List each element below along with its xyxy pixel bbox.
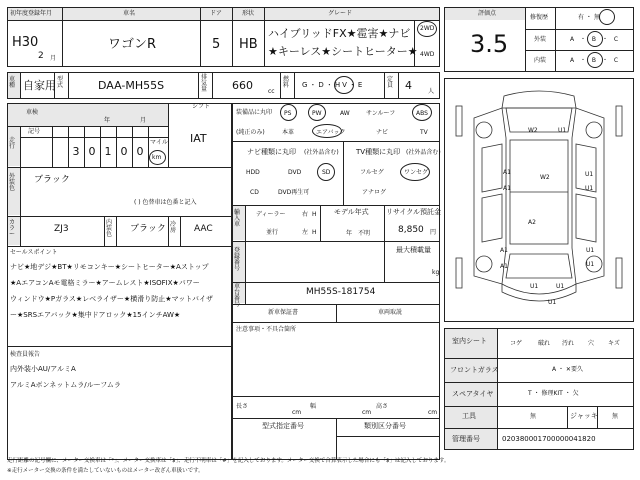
dim-width: 幅 xyxy=(310,403,317,410)
equip-airbag-circle xyxy=(312,124,342,138)
inspection-month: 月 xyxy=(140,117,147,124)
equip-navi: ナビ xyxy=(376,129,389,136)
color-value: ブラック xyxy=(34,175,70,185)
selling-point-line: ウィンドウ★Pガラス★レベライザー★横滑り防止★マットバイザ xyxy=(10,295,214,303)
equipment-sub: (純正のみ) xyxy=(236,129,265,136)
repair-none-circle xyxy=(599,9,615,25)
inspector-notes-label: 検査員報告 xyxy=(10,351,41,358)
diagram-mark: U1 xyxy=(585,171,594,178)
seat-label: 室内シート xyxy=(452,337,487,345)
car-diagram xyxy=(444,78,634,322)
name-label: 車名 xyxy=(123,10,136,17)
chassis-label: 車台番号 xyxy=(234,283,241,308)
mileage-digit: 3 xyxy=(72,145,80,158)
equip-airbag: エアバック xyxy=(316,129,346,136)
dim-width-unit: cm xyxy=(362,409,372,416)
inspection-year: 年 xyxy=(104,117,111,124)
vehicle-name: ワゴンR xyxy=(108,37,157,52)
score-label: 評価点 xyxy=(478,10,497,17)
inspector-note-line: アルミAボンネットムラ/ルーフムラ xyxy=(10,381,121,389)
diagram-mark: U1 xyxy=(558,127,567,134)
interior-color-label: 内装色 xyxy=(106,219,113,238)
import-right: 右 xyxy=(302,211,309,218)
jack-value: 無 xyxy=(612,413,619,420)
chassis-value: MH55S-181754 xyxy=(306,287,376,297)
shape-value: HB xyxy=(239,37,258,52)
seat-item: キズ xyxy=(608,340,620,347)
max-load-label: 最大積載量 xyxy=(396,246,431,254)
diagram-mark: U1 xyxy=(586,247,595,254)
import-dealer: ディーラー xyxy=(256,211,286,218)
navi-dvd: DVD xyxy=(288,169,302,176)
mileage-digit: 1 xyxy=(104,145,112,158)
recycle-value: 8,850 xyxy=(398,225,424,235)
selling-points-label: セールスポイント xyxy=(10,249,58,256)
shift-label: シフト xyxy=(192,103,211,110)
type-no-label: 型式指定番号 xyxy=(262,422,304,430)
interior-color: ブラック xyxy=(130,224,166,234)
mileage-unit-mile: マイル xyxy=(150,139,168,146)
navi-sd-circle xyxy=(317,163,335,181)
reg-month-unit: 月 xyxy=(50,55,57,62)
selling-point-line: ナビ★地デジ★BT★リモコンキー★シートヒーター★Aストップ xyxy=(10,263,209,271)
import-h-left: H xyxy=(312,229,317,236)
equip-pw-circle xyxy=(308,104,326,121)
manual: 車両取説 xyxy=(378,309,403,316)
navi-sub: (社外品含む) xyxy=(304,149,339,156)
drive-2wd-circle xyxy=(417,21,437,37)
inspector-note-line: 内外装小AU/アルミA xyxy=(10,365,76,373)
capacity-unit: 人 xyxy=(428,88,435,95)
seat-item: コゲ xyxy=(510,340,523,347)
selling-point-line: ★AエアコンAモ電格ミラー★アームレスト★ISOFIX★パワー xyxy=(10,279,200,287)
grade-line2: ★キーレス★シートヒーター★ xyxy=(268,45,418,58)
fuel-label: 燃料 xyxy=(283,76,290,89)
interior-value: A ・ B ・ C xyxy=(570,57,621,64)
shift-value: IAT xyxy=(190,132,207,145)
diagram-mark: U1 xyxy=(548,299,557,306)
drive-2wd: 2WD xyxy=(420,25,435,32)
displacement-value: 660 xyxy=(232,79,253,92)
import-h-right: H xyxy=(312,211,317,218)
reg-month: 2 xyxy=(38,51,44,61)
ac-value: AAC xyxy=(194,224,213,234)
diagram-mark: A1 xyxy=(500,247,508,254)
recycle-unit: 円 xyxy=(430,229,437,236)
glass-value: A ・ ✕要久 xyxy=(552,366,583,373)
reg-year: H30 xyxy=(12,35,39,50)
equip-aw: AW xyxy=(340,110,350,117)
fuel-hv-circle xyxy=(334,76,354,94)
type-value: 自家用 xyxy=(23,79,56,92)
diagram-mark: U1 xyxy=(586,261,595,268)
fuel-options: G・D・HV・E xyxy=(302,81,365,89)
diagram-mark: A1 xyxy=(503,185,511,192)
tools-label: 工具 xyxy=(462,412,476,420)
equip-tv: TV xyxy=(420,129,428,136)
equip-pw: PW xyxy=(312,110,322,117)
color-label: 外装色 xyxy=(9,173,16,192)
shape-label: 形状 xyxy=(242,10,255,17)
spare-label: スペアタイヤ xyxy=(452,390,494,398)
diagram-mark: A1 xyxy=(503,169,511,176)
equip-ps-circle xyxy=(280,104,297,121)
class-no-label: 類別区分番号 xyxy=(364,422,406,430)
reg-year-label: 初年度登録年月 xyxy=(10,10,53,17)
selling-point-line: ー★SRSエアバック★集中ドアロック★15インチAW★ xyxy=(10,311,181,319)
mileage-digit: 0 xyxy=(120,145,128,158)
doors-label: ドア xyxy=(210,10,222,17)
tools-value: 無 xyxy=(530,413,537,420)
model-value: DAA-MH55S xyxy=(98,79,165,92)
recycle-label: リサイクル預託金 xyxy=(386,208,442,216)
dim-height: 高さ xyxy=(376,403,389,410)
diagram-mark: W2 xyxy=(528,127,538,134)
exterior-b-circle xyxy=(587,31,603,47)
navi-sd: SD xyxy=(322,169,331,176)
navi-dvd-play: DVD再生可 xyxy=(278,189,310,196)
footer-line2: ※走行メーター交換の条件を満たしていないものはメーター改ざん車扱いです。 xyxy=(7,468,204,474)
diagram-mark: U1 xyxy=(585,185,594,192)
navi-hdd: HDD xyxy=(246,169,260,176)
model-year-label: モデル年式 xyxy=(334,208,369,216)
tv-oneseg-circle xyxy=(400,163,430,181)
repair-label: 修復歴 xyxy=(530,14,549,21)
seat-item: 穴 xyxy=(588,340,595,347)
grade-label: グレード xyxy=(328,10,353,17)
interior-label: 内装 xyxy=(534,57,547,64)
color-code-label: カラー xyxy=(9,219,16,238)
doors-value: 5 xyxy=(212,37,221,52)
dim-length: 長さ xyxy=(236,403,249,410)
mileage-digit: 0 xyxy=(88,145,96,158)
displacement-label: 排気量 xyxy=(201,74,208,93)
inspection-label: 車検 xyxy=(26,109,39,116)
diagram-mark: A2 xyxy=(528,219,536,226)
mileage-unit-km: km xyxy=(152,154,162,161)
management-value: 020380001700000041820 xyxy=(502,435,596,443)
navi-label: ナビ種類に丸印 xyxy=(247,148,296,156)
exterior-value: A ・ B ・ C xyxy=(570,36,621,43)
capacity-value: 4 xyxy=(405,79,412,92)
displacement-unit: cc xyxy=(268,88,275,95)
seat-item: 汚れ xyxy=(562,340,575,347)
equip-ps: PS xyxy=(284,110,292,117)
drive-4wd: 4WD xyxy=(420,51,435,58)
grade-line1: ハイブリッドFX★雹害★ナビ xyxy=(268,27,411,40)
tv-fullseg: フルセグ xyxy=(360,169,384,176)
spare-value: T ・ 修理KIT ・ 欠 xyxy=(528,390,579,397)
tv-label: TV種類に丸印 xyxy=(356,148,401,156)
color-code: ZJ3 xyxy=(54,224,69,234)
diagram-mark: U1 xyxy=(530,283,539,290)
exterior-label: 外装 xyxy=(534,36,547,43)
capacity-label: 定員 xyxy=(387,76,394,89)
notes-label: 注意事項・不具合箇所 xyxy=(236,326,297,333)
tv-analog: アナログ xyxy=(362,189,387,196)
model-label: 型式 xyxy=(57,76,64,89)
management-label: 管理番号 xyxy=(452,435,480,443)
import-parallel: 並行 xyxy=(266,229,279,236)
diagram-mark: U1 xyxy=(556,283,565,290)
reg-no-label: 登録番号 xyxy=(234,247,241,272)
tv-oneseg: ワンセグ xyxy=(404,169,429,176)
interior-b-circle xyxy=(587,52,603,68)
import-left: 左 xyxy=(302,229,309,236)
dim-length-unit: cm xyxy=(292,409,302,416)
import-label: 輸入車 xyxy=(234,209,241,228)
diagram-mark: W2 xyxy=(540,174,550,181)
type-label: 車種 xyxy=(9,76,16,89)
jack-label: ジャッキ xyxy=(570,412,598,420)
equip-sunroof: サンルーフ xyxy=(366,110,396,117)
mileage-label: 走行 xyxy=(9,137,16,150)
repair-value: 有 ・ 無 xyxy=(578,14,600,21)
seat-item: 破れ xyxy=(538,340,551,347)
type-row xyxy=(7,72,440,99)
dim-height-unit: cm xyxy=(428,409,438,416)
model-year-value: 年 不明 xyxy=(346,230,371,237)
footer-line1: 走行距離の記号欄に、メーター交換車は「*」、メーター交換車は「$」、走行不明車は「#」を記入しております。メーター交換で合算表示した場合にも「$」は記入しております。 xyxy=(7,458,450,464)
max-load-unit: kg xyxy=(432,269,440,276)
tv-sub: (社外品含む) xyxy=(406,149,441,156)
glass-label: フロントガラス xyxy=(450,366,499,374)
equip-abs-circle xyxy=(412,104,432,121)
new-warranty: 新車保証書 xyxy=(268,309,299,316)
equip-leather: 本革 xyxy=(282,129,295,136)
color-note: ( ) 色替車は色番と記入 xyxy=(134,199,197,206)
equipment-label: 装備品に丸印 xyxy=(236,109,273,116)
mileage-km-circle xyxy=(149,150,166,165)
mileage-digit: 0 xyxy=(136,145,144,158)
diagram-mark: A1 xyxy=(500,263,508,270)
score-value: 3.5 xyxy=(470,30,509,58)
navi-cd: CD xyxy=(250,189,259,196)
ac-label: 冷房 xyxy=(170,221,177,234)
mileage-digits-label: 記号 xyxy=(28,128,41,135)
equip-abs: ABS xyxy=(416,110,428,117)
